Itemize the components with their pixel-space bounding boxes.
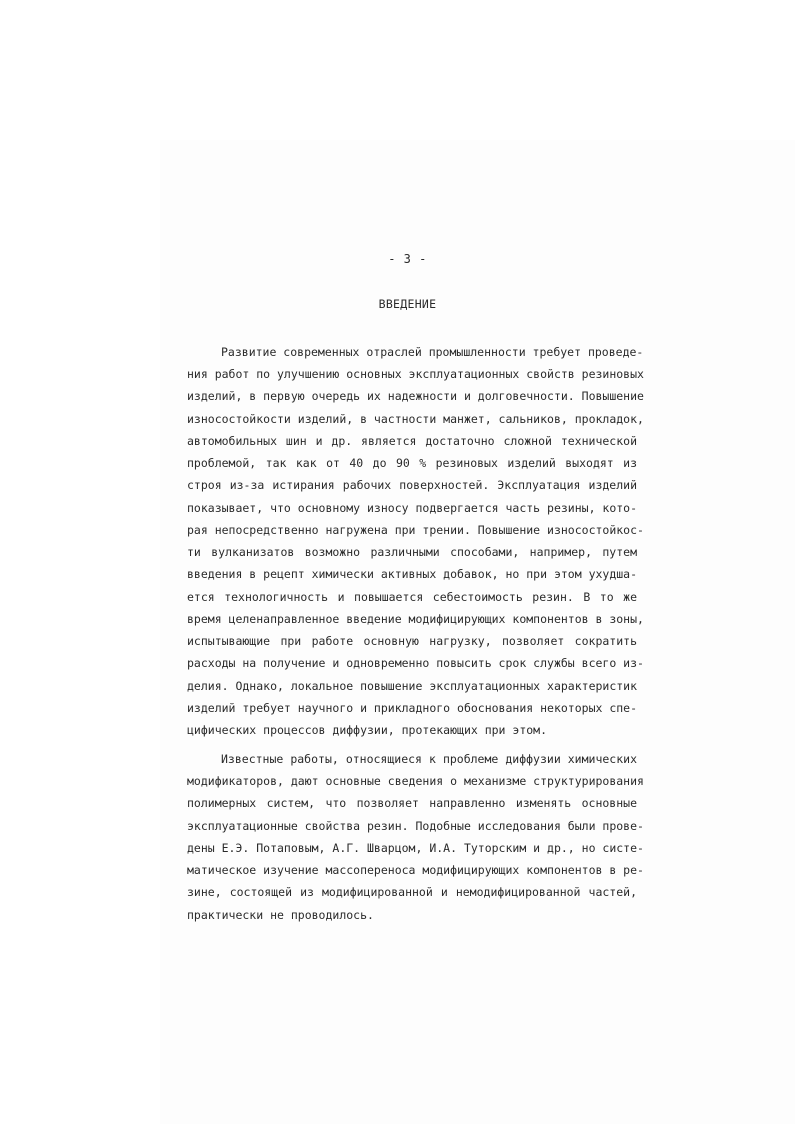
paragraph-line: износостойкости изделий, в частности манжет, сальников, прокладок,: [187, 412, 644, 426]
paragraph-line: ти вулканизатов возможно различными способами, например, путем: [187, 545, 637, 559]
page-number: - 3 -: [388, 252, 427, 266]
paragraph-line: эксплуатационные свойства резин. Подобные исследования были прове-: [187, 819, 644, 833]
paragraph-line: Известные работы, относящиеся к проблеме диффузии химических: [221, 752, 637, 766]
paragraph-line: введения в рецепт химически активных добавок, но при этом ухудша-: [187, 567, 638, 581]
paragraph-line: полимерных систем, что позволяет направленно изменять основные: [187, 796, 637, 810]
paragraph-line: показывает, что основному износу подвергается часть резины, кото-: [187, 501, 638, 515]
paragraph-line: расходы на получение и одновременно повысить срок службы всего из-: [187, 656, 644, 670]
paragraph-line: проблемой, так как от 40 до 90 % резиновых изделий выходят из: [187, 456, 637, 470]
paragraph-line: дены Е.Э. Потаповым, А.Г. Шварцом, И.А. Туторским и др., но систе-: [187, 841, 644, 855]
paragraph-line: Развитие современных отраслей промышленности требует проведе-: [221, 345, 644, 359]
paragraph-line: строя из-за истирания рабочих поверхностей. Эксплуатация изделий: [187, 478, 637, 492]
paragraph-line: модификаторов, дают основные сведения о механизме структурирования: [187, 774, 644, 788]
paragraph-line: матическое изучение массопереноса модифицирующих компонентов в ре-: [187, 863, 644, 877]
paragraph-line: цифических процессов диффузии, протекающих при этом.: [187, 723, 548, 737]
paragraph-line: практически не проводилось.: [187, 908, 374, 922]
paragraph-line: автомобильных шин и др. является достаточно сложной технической: [187, 434, 637, 448]
paragraph-line: ется технологичность и повышается себестоимость резин. В то же: [187, 590, 637, 604]
paragraph-line: рая непосредственно нагружена при трении. Повышение износостойкос-: [187, 523, 644, 537]
section-heading: ВВЕДЕНИЕ: [378, 297, 437, 311]
paragraph-line: время целенаправленное введение модифицирующих компонентов в зоны,: [187, 612, 644, 626]
paragraph-line: зине, состоящей из модифицированной и немодифицированной частей,: [187, 885, 637, 899]
paragraph-line: ния работ по улучшению основных эксплуатационных свойств резиновых: [187, 367, 644, 381]
paragraph-line: делия. Однако, локальное повышение эксплуатационных характеристик: [187, 679, 638, 693]
paragraph-line: изделий, в первую очередь их надежности и долговечности. Повышение: [187, 389, 644, 403]
paragraph-line: изделий требует научного и прикладного обоснования некоторых спе-: [187, 701, 638, 715]
paragraph-line: испытывающие при работе основную нагрузку, позволяет сократить: [187, 634, 637, 648]
